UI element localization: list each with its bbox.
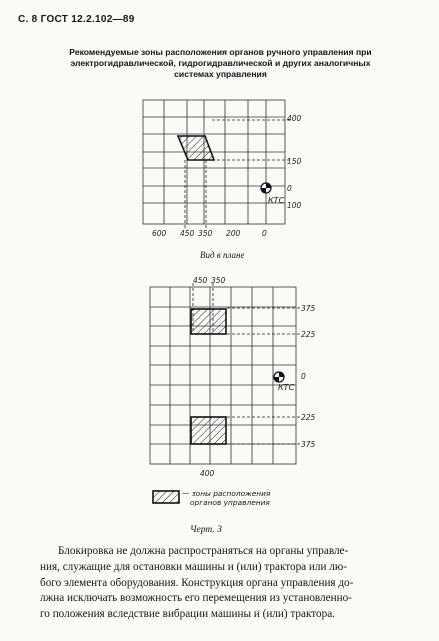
front-right-label-0: 0 bbox=[301, 372, 306, 381]
body-line-2: ния, служащие для остановки машины и (или) трактора или лю- bbox=[40, 560, 347, 573]
front-top-label-450: 450 bbox=[193, 276, 208, 285]
plan-view-control-zone bbox=[178, 136, 214, 160]
body-line-1: Блокировка не должна распространяться на органы управле- bbox=[58, 545, 349, 557]
front-right-label-225-top: 225 bbox=[301, 330, 316, 339]
plan-bottom-label-350: 350 bbox=[198, 229, 213, 238]
figure-caption: Черт. 3 bbox=[190, 525, 222, 535]
body-line-4: лжна исключать возможность его перемещения из установленно- bbox=[40, 592, 352, 605]
front-bottom-label-400: 400 bbox=[200, 469, 215, 478]
plan-bottom-label-600: 600 bbox=[152, 229, 167, 238]
plan-view-grid bbox=[143, 100, 285, 224]
plan-view-diagram bbox=[143, 100, 302, 238]
plan-right-label-150: 150 bbox=[287, 157, 302, 166]
front-view-upper-control-zone bbox=[191, 309, 226, 334]
front-kts-label: КТС bbox=[278, 383, 295, 392]
body-paragraph bbox=[40, 544, 412, 623]
legend-text bbox=[182, 489, 270, 507]
front-view-diagram bbox=[150, 276, 316, 478]
plan-view-label: Вид в плане bbox=[200, 250, 245, 260]
plan-right-label-100: 100 bbox=[287, 201, 302, 210]
front-view-lower-control-zone bbox=[191, 417, 226, 444]
body-line-3: бого элемента оборудования. Конструкция органа управления до- bbox=[40, 576, 354, 589]
plan-kts-label: КТС bbox=[268, 196, 285, 205]
legend-line-2: органов управления bbox=[190, 498, 270, 507]
figure-title-line-2: электрогидравлической, гидрогидравлической и других аналогичных bbox=[70, 58, 371, 68]
legend-swatch bbox=[153, 491, 179, 503]
plan-right-label-0: 0 bbox=[287, 184, 292, 193]
front-top-label-350: 350 bbox=[211, 276, 226, 285]
legend-line-1: — зоны расположения bbox=[182, 489, 271, 498]
front-right-label-375-bottom: 375 bbox=[301, 440, 316, 449]
plan-right-label-400: 400 bbox=[287, 114, 302, 123]
body-line-5: го положения вследствие вибрации машины и (или) трактора. bbox=[40, 608, 335, 621]
page-header: С. 8 ГОСТ 12.2.102—89 bbox=[18, 14, 135, 25]
plan-bottom-label-0: 0 bbox=[262, 229, 267, 238]
plan-bottom-label-200: 200 bbox=[226, 229, 241, 238]
figure-title-line-1: Рекомендуемые зоны расположения органов ручного управления при bbox=[69, 47, 372, 57]
figure-title-line-3: системах управления bbox=[174, 69, 267, 79]
front-right-label-375-top: 375 bbox=[301, 304, 316, 313]
plan-view-kts-marker bbox=[261, 183, 271, 193]
plan-bottom-label-450: 450 bbox=[180, 229, 195, 238]
front-right-label-225-bottom: 225 bbox=[301, 413, 316, 422]
front-view-kts-marker bbox=[274, 372, 284, 382]
